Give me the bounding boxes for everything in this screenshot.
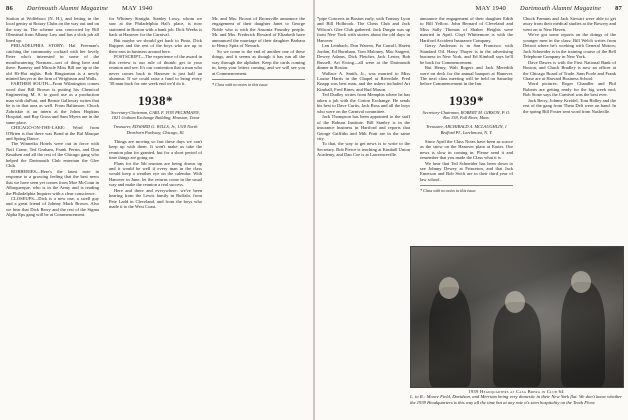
right-column-2	[420, 16, 513, 244]
class-treasurer: Treasurer, ARCHIBALD A. MCLAUGHLIN, 1 Bedford Pl., Larchmont, N. Y.	[426, 124, 507, 135]
issue-date: MAY 1940	[475, 5, 507, 12]
paragraph: But maybe we should get back to Pinto, Dick Ruppert and the rest of the boys who are up to their ears in business around here.	[109, 37, 202, 54]
paragraph: To that, the way to get news is to write to the Secretary. Bob Pierce is teaching at Kimball Union Academy, and Dan Coe is at Lawrenceville.	[317, 141, 410, 158]
photo-figure	[439, 277, 459, 299]
caption-body: L. to R.: Moore Field, Davidson, and Merriam being very domestic in their New York flat. We don't know whether the 1939 Headquarters is this way all the time but at any rate it's seen hospitality on the Tenth Floor.	[410, 394, 622, 405]
paragraph: POSTSCRIPT—The experience of the award in this review is our rule of thumb: get to your reunion and see. It's our contention that a man who never comes back to Hanover is just half an alumnus. If we could raise a fund to bring every '38 man back for one week end we'd do it.	[109, 54, 202, 87]
paragraph: Here and there and everywhere: we've been hearing from the Lewis family in Buffalo, from Pete Ladd in Cleveland, and from the boys who made it to the West Coast.	[109, 187, 202, 210]
paragraph: announce the engagement of their daughter Edith to Bill Yellow. John Bernard of Cleveland and Miss Sally Thomas of Shaker Heights were married in April. Clayt Whittemore is with the Hartford Accident Insurance Company.	[420, 16, 513, 43]
right-column-1	[317, 16, 410, 414]
paragraph: Jack Thompson has been appointed to the staff of the Babson Institute. Bill Stanley is in the insurance business in Hartford and reports that George Griffiths and Milt Pratt are in the same city.	[317, 114, 410, 141]
right-page	[315, 0, 628, 420]
paragraph: Station at Wolfeboro (N. H.), and letting in the local gentry at Rotary Clubs on the way out and on the way in. The scheme was concocted by Bill Olmstead from Albany Law and has a slick job all lined up.	[6, 16, 99, 43]
left-running-head	[6, 5, 153, 12]
paragraph: CHICAGO-ON-THE-LAKE: Word from O'Brien is that there was Bond at the Bal Masque and Spring Dance.	[6, 125, 99, 141]
paragraph: We hear that Ted Schneider has been down to see Johnny Dewey at Princeton, and that Jack Emerson and Bob Swift are in their third year of law school.	[420, 160, 513, 182]
paragraph: Rut Henry, Walt Rogers and Jack Meredith were on deck for the annual banquet at Hanover. The next class meeting will be held on Saturday before Commencement in the Inn.	[420, 65, 513, 87]
paragraph: Wallace A. Smith, Jr., was married to Miss Louise Harris in the Chapel at Riverdale. Fred Knapp was best man, and the ushers included Art Kimball, Fred Rines, and Bud Mason.	[317, 70, 410, 92]
class-secretary: Secretary-Chairman, CARL F. VON PECHMANN, 1821 Gotham Exchange Building, Houston, Texas	[111, 109, 200, 121]
page-number: 86	[6, 5, 13, 12]
paragraph: We've got some reports on the doings of the younger men in the class: Bill Welch writes from Detroit where he's working with General Motors; Jack Schneider is in the training course of the Bell Telephone Company in New York.	[523, 32, 616, 60]
footnote: * Class with no notes in this issue.	[212, 79, 305, 87]
paragraph: Word pictures: Roger Chandler and Phil Roberts are getting ready for the big week end; Bob Stone says the Carnival was the best ever.	[523, 81, 616, 98]
class-heading-1939: 1939*	[449, 92, 484, 108]
paragraph: Gerry Anderson is in San Francisco with Standard Oil. Harry Thayer is in the advertising business in New York, and Ed Kimball says he'll be back for Commencement.	[420, 43, 513, 65]
issue-date: MAY 1940	[121, 5, 153, 12]
photo-caption	[410, 389, 622, 405]
paragraph: Ted Dudley writes from Memphis where he has taken a job with the Cotton Exchange. He sends his best to Dave Curtis, Jack Ross and all the boys who were on the Carnival committee.	[317, 92, 410, 114]
right-column-3	[523, 16, 616, 244]
class-treasurer: Treasurer, EDWARD G. WILLS, Jr., 1318 North Dearborn Parkway, Chicago, Ill.	[113, 124, 198, 135]
paragraph: So we come to the end of another one of these things, and it seems as though it has run all the way through the alphabet. Keep the cards coming in, keep your letters coming, and we will see you at Commencement.	[212, 48, 305, 76]
class-heading-1938: 1938*	[138, 92, 173, 108]
magazine-title: Dartmouth Alumni Magazine	[520, 5, 602, 12]
photo-figure	[429, 287, 471, 387]
left-column-3	[212, 16, 305, 414]
left-page	[0, 0, 313, 420]
left-column-2	[109, 16, 202, 414]
paragraph: The Winnetka Hotels were out in force with Neil Crane, Ted Graham, Frank Perrin, and Don Knudsen and all the rest of the Chicago gang who helped the Dartmouth Club entertain the Glee Club.	[6, 141, 99, 169]
paragraph: ROBBERIES—Here's the latest note in response to a growing feeling that the best news that we have seen yet comes from Moe McCoun in Albuquerque, who is in the Army and is reading the Philadelphia Inquirer with a clear conscience.	[6, 168, 99, 196]
paragraph: Chuck Farnum and Jack Stewart were able to get away from their medical studies at the Bowery and went on to New Haven.	[523, 16, 616, 32]
paragraph: *pipe Concerts in Boston early, with Tommy Lyon and Bill Holbrook. The Chess Club and Jack Wilson's Glee Club gathered. Jack Durgin was up from New York with stories about the old days in Hanover.	[317, 16, 410, 43]
photo-figure	[505, 291, 525, 313]
left-column-1	[6, 16, 99, 414]
right-running-head	[475, 5, 622, 12]
page-number: 87	[615, 5, 622, 12]
photo-figure	[571, 271, 591, 293]
footnote: * Class with no notes in this issue.	[420, 185, 513, 193]
paragraph: for Whitney Straight. Stanley Lowy, whom we saw at the Philadelphia Hal's place, is now stationed in Boston with a bank job. Dick Weeks is back at Hanover for the Carnival.	[109, 16, 202, 38]
magazine-title: Dartmouth Alumni Magazine	[26, 5, 108, 12]
paragraph: Plans for the 5th reunion are being drawn up and it would be well if every man in the class would keep a weather eye on the calendar. With Hanover in June, let the returns come in the usual way and make the reunion a real success.	[109, 160, 202, 188]
paragraph: Things are moving so fast these days we can't keep up with them. It won't make us take the reunion plan for granted, but for a short period of time things are going on.	[109, 138, 202, 161]
paragraph: Mr. and Mrs. Brown of Bronxville announce the engagement of their daughter Janet to George Noble who is with the Ansonia Foundry people. Mr. and Mrs. Frederick Howard of Elizabeth have announced the marriage of their daughter Barbara to Henry Spitz of Newark.	[212, 16, 305, 49]
photo-figure	[493, 302, 541, 387]
paragraph: Since April the Class Notes have been as scarce as the snow on the Hanover plain at Easter. Our news is slow in coming in. Please send it and remember that you made the Class what it is.	[420, 138, 513, 161]
photo-figure	[561, 282, 605, 387]
headquarters-photo	[410, 246, 624, 388]
paragraph: Dave Dawes is with the First National Bank of Boston, and Chuck Bradley is now an officer at the Chicago Board of Trade. Sam Poole and Frank Chase are at Harvard Business School.	[523, 59, 616, 81]
paragraph: Jack Berry, Johnny Kreidel, Tom Ridley and the rest of the gang from Theta Delt were on hand. In the spring Bill Foster sent word from Nashville.	[523, 97, 616, 114]
paragraph: Len Leinbach, Don Warren, Pat Carroll, Hazen Jordan, Ed Burnham, Tom Maloney, Mac Sargent, Dewey Adams, Dick Fletcher, Jack Lester, Bob Russell, Art Ewing—all were at the Dartmouth dinner in Boston.	[317, 43, 410, 71]
paragraph: FARTHER SOUTH—From Wilmington comes word that Bill Brown is putting his Chemical Engineering M. S. to good use as a production man with duPont, and Bernie Galloway writes that he is in that area as well. From Baltimore, Chuck Zabriskie is an intern at the Johns Hopkins Hospital, and Ray Gross and Sam Myers are in the same place.	[6, 81, 99, 125]
class-secretary: Secretary-Chairman, ROBERT M. GIBSON, P. O. Box 338, Fall River, Mass.	[422, 109, 511, 121]
paragraph: CLOSEUPS—Dick is a new one, a swell guy and a great friend of Johnny Mack Brown. Also we hear that Dick Berry and the rest of the Sigma Alpha Eps gang will be at Commencement.	[6, 195, 99, 218]
caption-heading: 1939 Headquarters at Casa Brera in Club 64	[468, 389, 564, 394]
paragraph: PHILADELPHIA STORY: Hal Freeman's catching the community cocktail with her lovely Peter who's interested in some of the mouthwatering Norman—sort of thing here and there. Barnesy and Miracle Miss Bill are up to the old Hi-Hat nights. Bob Ringtonian is a newly minted lawyer at the firm of Wrightson and Walls.	[6, 43, 99, 81]
